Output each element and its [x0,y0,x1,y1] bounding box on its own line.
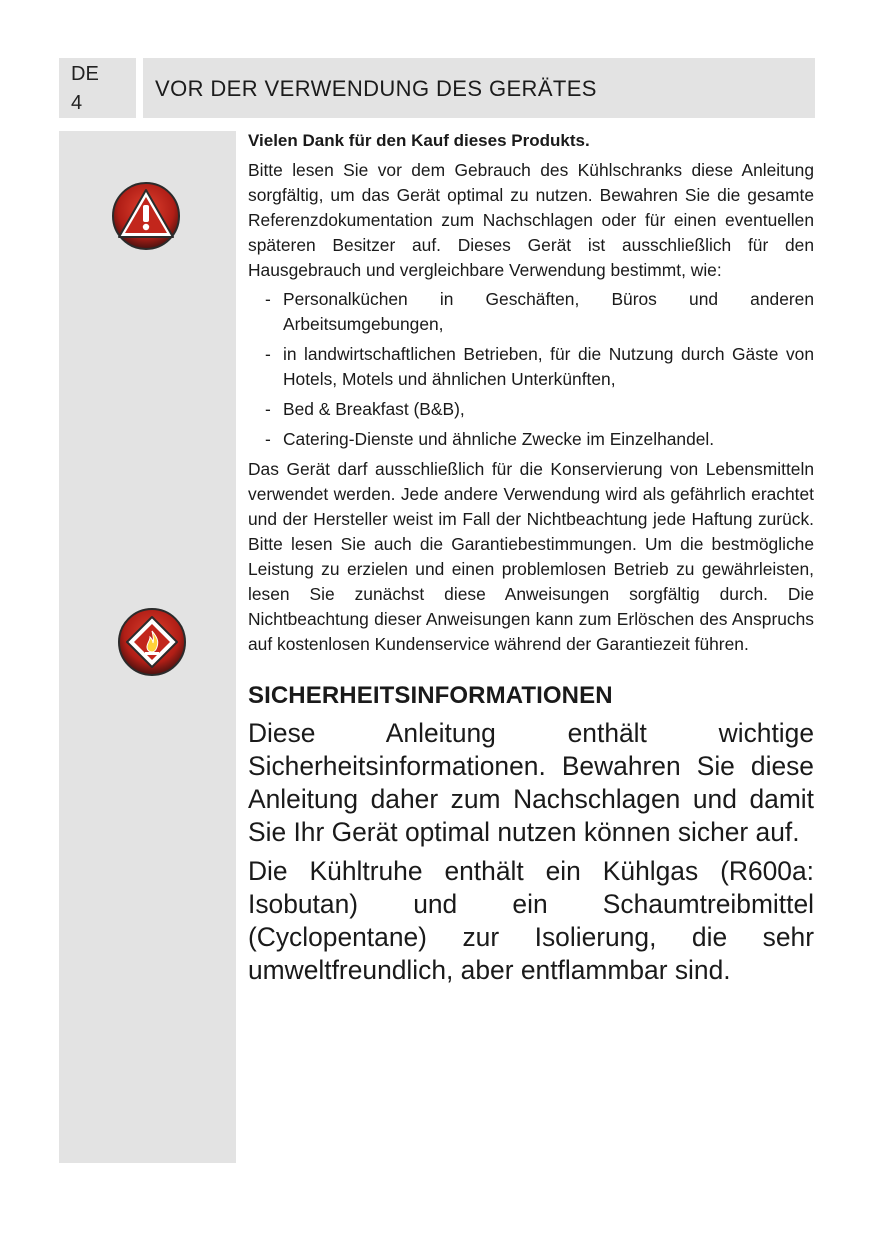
intro-paragraph: Bitte lesen Sie vor dem Gebrauch des Kühlschranks diese Anleitung sorgfältig, um das Gerät optimal zu nutzen. Bewahren Sie die gesamte Referenzdokumentation zum Nachschlagen oder für einen eventuellen späteren Besitzer auf. Dieses Gerät ist ausschließlich für den Hausgebrauch und vergleichbare Verwendung bestimmt, wie: [248,160,814,280]
bullet-dash: - [265,289,271,309]
usage-paragraph: Das Gerät darf ausschließlich für die Konservierung von Lebensmitteln verwendet werden. Jede andere Verwendung wird als gefährlich erachtet und der Hersteller weist im Fall der Nichtbeachtung jede Haftung zurück. Bitte lesen Sie auch die Garantiebestimmungen. Um die bestmögliche Leistung zu erzielen und einen problemlosen Betrieb zu gewährleisten, lesen Sie zunächst diese Anweisungen sorgfältig durch. Die Nichtbeachtung dieser Anweisungen kann zum Erlöschen des Anspruchs auf kostenlosen Kundenservice während der Garantiezeit führen. [248,459,814,654]
flammable-icon [117,607,187,677]
page-title: VOR DER VERWENDUNG DES GERÄTES [155,76,597,101]
list-item [248,427,814,452]
bullet-dash: - [265,429,271,449]
page-header [143,58,815,118]
list-item-text: Personalküchen in Geschäften, Büros und anderen Arbeitsumgebungen, [283,289,814,334]
safety-paragraph-2: Die Kühltruhe enthält ein Kühlgas (R600a: Isobutan) und ein Schaumtreibmittel (Cyclopentane) zur Isolierung, die sehr umweltfreundlich, aber entflammbar sind. [248,856,814,985]
page-number: 4 [71,92,83,114]
language-code: DE [71,63,99,85]
bullet-dash: - [265,344,271,364]
usage-list [248,287,814,452]
bullet-dash: - [265,399,271,419]
safety-heading: SICHERHEITSINFORMATIONEN [248,682,613,709]
intro-heading: Vielen Dank für den Kauf dieses Produkts. [248,131,590,150]
list-item-text: in landwirtschaftlichen Betrieben, für die Nutzung durch Gäste von Hotels, Motels und ähnlichen Unterkünften, [283,344,814,389]
language-page-box [59,58,136,118]
warning-triangle-icon [111,181,181,251]
safety-paragraph-1: Diese Anleitung enthält wichtige Sicherheitsinformationen. Bewahren Sie diese Anleitung daher zum Nachschlagen und damit Sie Ihr Gerät optimal nutzen können sicher auf. [248,718,814,847]
list-item-text: Catering-Dienste und ähnliche Zwecke im Einzelhandel. [283,429,715,449]
list-item [248,397,814,422]
list-item-text: Bed & Breakfast (B&B), [283,399,465,419]
list-item [248,342,814,392]
list-item [248,287,814,337]
main-content [248,130,814,993]
